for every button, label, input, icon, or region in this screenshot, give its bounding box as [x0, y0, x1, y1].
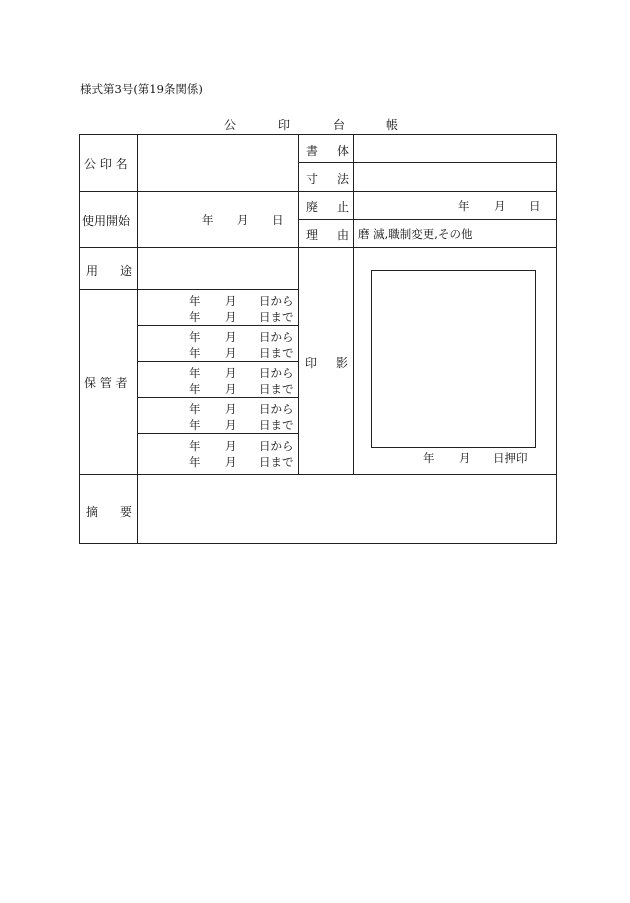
- row-divider: [79, 474, 557, 475]
- period-from-year: 年: [189, 402, 201, 416]
- label-summary: 摘: [86, 505, 99, 519]
- period-to-month: 月: [225, 455, 237, 469]
- period-to-year: 年: [189, 310, 201, 324]
- table-border-left: [79, 134, 80, 544]
- label-purpose: 用: [86, 264, 99, 278]
- label-dimensions: 法: [337, 172, 350, 186]
- period-from-day: 日から: [259, 366, 294, 380]
- period-from-year: 年: [189, 439, 201, 453]
- row-divider: [137, 433, 299, 434]
- reason-text: 磨 滅,職制変更,その他: [358, 227, 473, 241]
- label-seal-name: 公 印 名: [84, 157, 128, 171]
- period-to-day: 日まで: [259, 455, 294, 469]
- period-from-day: 日から: [259, 330, 294, 344]
- period-from-month: 月: [225, 294, 237, 308]
- column-divider: [353, 134, 354, 475]
- period-to-month: 月: [225, 346, 237, 360]
- period-from-day: 日から: [259, 439, 294, 453]
- row-divider: [79, 289, 299, 290]
- label-custodian: 保 管 者: [84, 376, 128, 390]
- start-date-year: 年: [202, 213, 214, 227]
- label-summary: 要: [120, 505, 133, 519]
- period-to-year: 年: [189, 346, 201, 360]
- period-from-month: 月: [225, 439, 237, 453]
- title-char: 印: [278, 118, 291, 132]
- period-from-month: 月: [225, 330, 237, 344]
- table-border-bottom: [79, 543, 557, 544]
- period-to-year: 年: [189, 418, 201, 432]
- impression-date-year: 年: [423, 451, 435, 465]
- period-to-day: 日まで: [259, 346, 294, 360]
- period-to-day: 日まで: [259, 418, 294, 432]
- period-from-year: 年: [189, 294, 201, 308]
- period-from-year: 年: [189, 330, 201, 344]
- period-to-month: 月: [225, 382, 237, 396]
- seal-impression-box: [371, 270, 536, 448]
- table-border-right: [556, 134, 557, 544]
- abolition-date-year: 年: [458, 199, 470, 213]
- label-seal-impression: 印: [305, 356, 318, 370]
- period-to-month: 月: [225, 310, 237, 324]
- form-number: 様式第3号(第19条関係): [80, 82, 203, 96]
- row-divider: [79, 191, 557, 192]
- row-divider: [137, 397, 299, 398]
- row-divider: [137, 361, 299, 362]
- period-to-year: 年: [189, 455, 201, 469]
- period-from-month: 月: [225, 402, 237, 416]
- impression-date-month: 月: [459, 451, 471, 465]
- period-from-day: 日から: [259, 294, 294, 308]
- start-date-month: 月: [237, 213, 249, 227]
- row-divider: [137, 325, 299, 326]
- label-reason: 由: [337, 228, 350, 242]
- period-to-day: 日まで: [259, 310, 294, 324]
- row-divider: [298, 162, 557, 163]
- table-border-top: [79, 134, 557, 135]
- column-divider: [298, 134, 299, 475]
- row-divider: [79, 247, 557, 248]
- period-to-day: 日まで: [259, 382, 294, 396]
- label-font-style: 書: [306, 144, 319, 158]
- impression-date-day: 日押印: [493, 451, 528, 465]
- abolition-date-day: 日: [529, 199, 541, 213]
- label-reason: 理: [306, 228, 319, 242]
- period-from-month: 月: [225, 366, 237, 380]
- period-to-month: 月: [225, 418, 237, 432]
- title-char: 帳: [386, 118, 399, 132]
- label-start-of-use: 使用開始: [82, 214, 131, 228]
- label-purpose: 途: [120, 264, 133, 278]
- period-to-year: 年: [189, 382, 201, 396]
- start-date-day: 日: [272, 213, 284, 227]
- period-from-year: 年: [189, 366, 201, 380]
- column-divider: [137, 134, 138, 544]
- label-abolition: 廃: [306, 200, 319, 214]
- row-divider: [298, 219, 557, 220]
- label-font-style: 体: [337, 144, 350, 158]
- period-from-day: 日から: [259, 402, 294, 416]
- label-abolition: 止: [337, 200, 350, 214]
- title-char: 台: [333, 118, 346, 132]
- label-dimensions: 寸: [306, 172, 319, 186]
- label-seal-impression: 影: [336, 356, 349, 370]
- abolition-date-month: 月: [494, 199, 506, 213]
- title-char: 公: [224, 118, 237, 132]
